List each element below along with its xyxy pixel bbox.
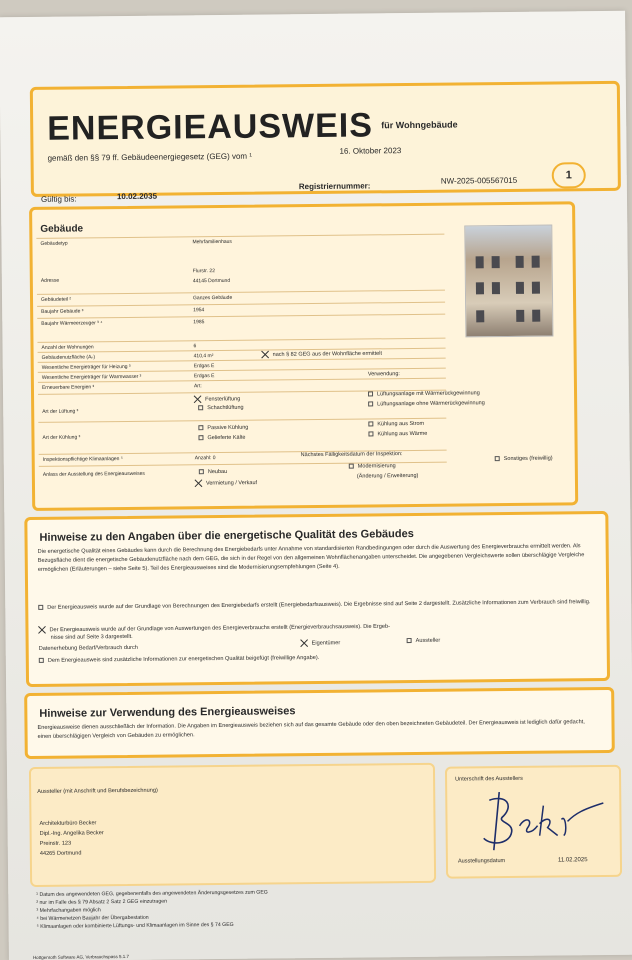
row-value: 44145 Dortmund: [192, 277, 231, 285]
row-cooling: [38, 418, 446, 448]
option-window-ventilation[interactable]: Fensterlüftung: [194, 395, 240, 403]
checked-mark-icon: [195, 479, 203, 487]
usage-notes-text: Energieausweise dienen ausschließlich der Information. Die Angaben im Energieausweis beziehen sich auf das gesamte Gebäude oder den oben bezeichneten Gebäudeteil. Der Energieausweis ist lediglich dafür gedacht, einen überschlägigen Vergleich von Gebäuden zu ermöglichen.: [37, 719, 585, 740]
quality-notes-section: [24, 511, 610, 687]
row-value: Art:: [193, 383, 202, 390]
data-collection-label: Datenerhebung Bedarf/Verbrauch durch: [38, 644, 138, 652]
footnote: ³ Mehrfachangaben möglich: [36, 907, 101, 914]
option-owner[interactable]: Eigentümer: [301, 639, 341, 647]
option-other[interactable]: Sonstiges (freiwillig): [495, 456, 553, 463]
building-photo: [464, 225, 553, 338]
row-label: Art der Lüftung ³: [42, 408, 79, 415]
usage-notes-section: [24, 687, 615, 759]
consumption-certificate-cont: nisse sind auf Seite 3 dargestellt.: [50, 633, 133, 641]
option-cooling-electric[interactable]: Kühlung aus Strom: [368, 421, 424, 428]
row-address: [37, 258, 445, 285]
checkbox-icon: [368, 401, 373, 406]
row-label: Gebäudetyp: [40, 240, 68, 247]
checkbox-icon: [368, 421, 373, 426]
checked-mark-icon: [301, 639, 309, 647]
registration-number: NW-2025-005567015: [440, 175, 518, 186]
option-delivered-cold[interactable]: Gelieferte Kälte: [198, 435, 245, 441]
quality-notes-title: Hinweise zu den Angaben über die energetische Qualität des Gebäudes: [39, 527, 414, 544]
row-value: Anzahl: 0: [194, 455, 216, 462]
building-type-label: für Wohngebäude: [381, 119, 458, 131]
row-year-heater: [37, 314, 445, 328]
usage-notes-title: Hinweise zur Verwendung des Energieausweises: [39, 705, 296, 720]
valid-until-label: Gültig bis:: [40, 194, 77, 204]
row-label: Gebäudeteil ²: [41, 296, 72, 303]
row-label: Baujahr Wärmeerzeuger ³ ⁴: [41, 320, 103, 327]
issuer-label: Aussteller (mit Anschrift und Berufsbezeichnung): [37, 787, 158, 795]
row-value: 6: [193, 343, 197, 350]
row-value: Flurstr. 22: [192, 268, 216, 275]
checkbox-icon: [38, 605, 43, 610]
option-modernization[interactable]: Modernisierung: [349, 463, 396, 469]
checkbox-icon: [198, 405, 203, 410]
row-value: Mehrfamilienhaus: [192, 238, 232, 246]
row-value: Ganzes Gebäude: [192, 294, 233, 302]
row-value: Erdgas E: [193, 363, 215, 370]
option-extra-info[interactable]: Dem Energieausweis sind zusätzliche Informationen zur energetischen Qualität beigefügt (freiwillige Angabe).: [39, 655, 320, 664]
checkbox-icon: [198, 435, 203, 440]
handwritten-signature: [467, 785, 618, 857]
row-label: Inspektionspflichtige Klimaanlagen ⁵: [42, 456, 123, 463]
footnote: ¹ Datum des angewendeten GEG, gegebenenfalls des angewendeten Änderungsgesetzes zum GEG: [36, 889, 268, 898]
checkbox-icon: [368, 391, 373, 396]
modernization-note: (Änderung / Erweiterung): [356, 472, 419, 480]
law-reference: gemäß den §§ 79 ff. Gebäudeenergiegesetz (GEG) vom ¹: [47, 151, 253, 163]
option-shaft-ventilation[interactable]: Schachtlüftung: [198, 405, 243, 411]
issue-date: 11.02.2025: [557, 857, 588, 864]
footnote: ⁵ Klimaanlagen oder kombinierte Lüftungs- und Klimaanlagen im Sinne des § 74 GEG: [36, 921, 234, 930]
row-label: Anzahl der Wohnungen: [41, 344, 94, 351]
building-title: Gebäude: [40, 223, 84, 235]
option-new-building[interactable]: Neubau: [199, 469, 227, 475]
issuer-box: [29, 763, 436, 887]
issuer-line: Dipl.-Ing. Angelika Becker: [39, 830, 104, 837]
row-value: 1985: [193, 319, 205, 326]
document-title: ENERGIEAUSWEIS: [47, 106, 374, 148]
row-label: Art der Kühlung ³: [42, 434, 81, 441]
usage-label: Verwendung:: [367, 371, 400, 378]
quality-notes-text: Die energetische Qualität eines Gebäudes kann durch die Berechnung des Energiebedarfs unter Annahme von standardisierten Randbedingungen oder durch die Auswertung des Energieverbrauchs ermittelt werden. Als Bezugsfläche dient die energetische Gebäudenutzfläche nach dem GEG, die sich in der Regel von den allgemeinen Wohnflächenangaben unterscheidet. Die angegebenen Vergleichswerte sollen überschlägige Vergleiche ermöglichen (Erläuterungen – siehe Seite 5). Teil des Energieausweises sind die Modernisierungsempfehlungen (Seite 4).: [37, 543, 585, 573]
row-building-type: [36, 234, 444, 248]
row-label: Wesentliche Energieträger für Heizung ³: [41, 363, 131, 371]
checkbox-icon: [39, 658, 44, 663]
building-section: [29, 201, 578, 511]
issuer-line: Architekturbüro Becker: [39, 820, 97, 827]
checkbox-icon: [495, 456, 500, 461]
checkbox-icon: [349, 464, 354, 469]
option-rent-sale[interactable]: Vermietung / Verkauf: [195, 479, 257, 488]
option-demand-certificate[interactable]: Der Energieausweis wurde auf der Grundlage von Berechnungen des Energiebedarfs erstellt (Energiebedarfsausweis). Die Ergebnisse sind auf Seite 2 dargestellt. Zusätzliche Informationen zum Verbrauch sind freiwillig.: [38, 598, 598, 613]
signature-label: Unterschrift des Ausstellers: [455, 775, 523, 783]
row-value: 1954: [193, 307, 205, 314]
checked-mark-icon: [194, 395, 202, 403]
row-value: Erdgas E: [193, 373, 215, 380]
row-value: 410,4 m²: [193, 353, 214, 360]
footnote: ⁴ bei Wärmenetzen Baujahr der Übergabestation: [36, 914, 149, 922]
checked-mark-icon: [38, 626, 46, 634]
option-cooling-heat[interactable]: Kühlung aus Wärme: [368, 431, 427, 438]
row-label: Wesentliche Energieträger für Warmwasser ³: [41, 373, 142, 381]
checkbox-icon: [368, 431, 373, 436]
option-vent-no-recovery[interactable]: Lüftungsanlage ohne Wärmerückgewinnung: [368, 400, 485, 407]
footnote: ² nur im Falle des § 79 Absatz 2 Satz 2 GEG einzutragen: [36, 898, 168, 906]
option-passive-cooling[interactable]: Passive Kühlung: [198, 425, 248, 432]
software-footer: Hottgenroth Software AG, Verbrauchspass 5.1.7: [32, 953, 130, 960]
checked-mark-icon: [262, 350, 270, 358]
row-label: Anlass der Ausstellung des Energieausweises: [42, 470, 145, 478]
row-label: Adresse: [40, 277, 60, 284]
document-page: [0, 11, 632, 960]
footnotes: [36, 886, 536, 931]
issuer-line: Preinstr. 123: [39, 840, 72, 847]
issuer-line: 44265 Dortmund: [39, 850, 82, 857]
checkbox-icon: [199, 469, 204, 474]
header-box: [30, 81, 621, 197]
checkbox-icon: [407, 638, 412, 643]
signature-box: [445, 765, 622, 879]
row-label: Baujahr Gebäude ³: [41, 308, 84, 315]
inspection-due-label: Nächstes Fälligkeitsdatum der Inspektion:: [300, 451, 403, 459]
valid-until-value: 10.02.2035: [116, 191, 158, 202]
row-label: Gebäudenutzfläche (Aₙ): [41, 354, 96, 361]
option-issuer[interactable]: Aussteller: [407, 638, 441, 644]
page-number: 1: [552, 162, 586, 188]
area-note: nach § 82 GEG aus der Wohnfläche ermittelt: [262, 349, 382, 358]
checkbox-icon: [198, 425, 203, 430]
row-label: Erneuerbare Energien ³: [41, 384, 95, 391]
registration-label: Registriernummer:: [298, 181, 371, 192]
option-vent-heat-recovery[interactable]: Lüftungsanlage mit Wärmerückgewinnung: [368, 390, 480, 397]
issue-date-label: Ausstellungsdatum: [457, 858, 506, 865]
option-consumption-certificate[interactable]: Der Energieausweis wurde auf der Grundlage von Auswertungen des Energieverbrauchs erstellt (Energieverbrauchsausweis). Die Ergeb-: [38, 622, 390, 634]
law-date: 16. Oktober 2023: [339, 146, 402, 156]
